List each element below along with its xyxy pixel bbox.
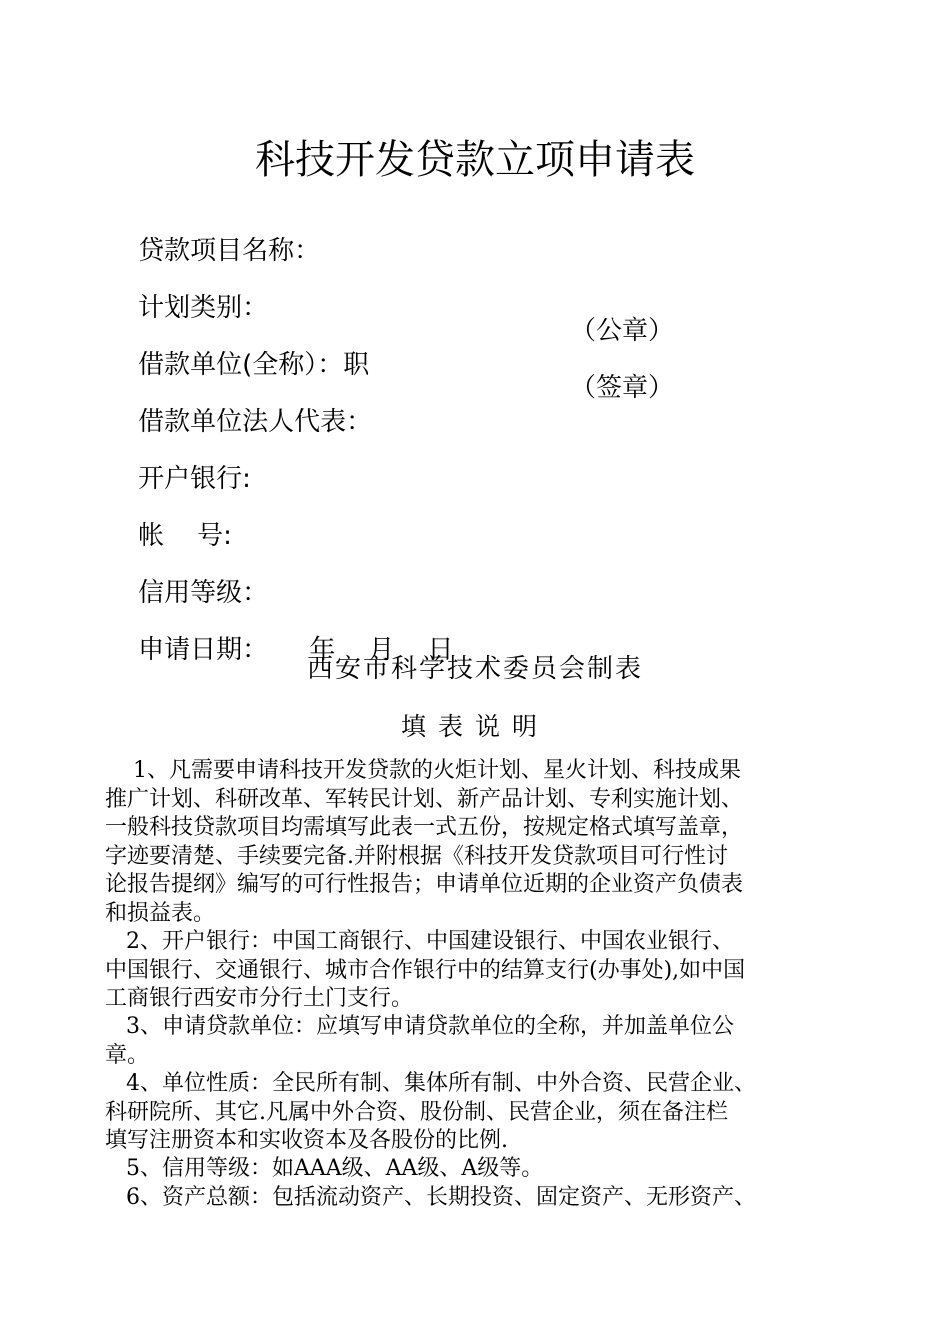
project-name-label: 贷款项目名称： [138,236,321,266]
instruction-item-6 [105,1184,850,1213]
plan-category-label: 计划类别： [138,293,269,323]
instruction-line: 3、申请贷款单位：应填写申请贷款单位的全称，并加盖单位公 [105,1014,734,1039]
instruction-line: 2、开户银行：中国工商银行、中国建设银行、中国农业银行、 [105,929,734,954]
instruction-line: 1、凡需要申请科技开发贷款的火炬计划、星火计划、科技成果 [105,758,741,783]
instruction-line: 科研院所、其它.凡属中外合资、股份制、民营企业，须在备注栏 [105,1099,728,1125]
form-title: 科技开发贷款立项申请表 [255,137,695,183]
borrower-label: 借款单位(全称）：职 [138,350,370,380]
instruction-item-3 [105,1013,850,1070]
apply-date-label: 申请日期： 年 月 日 [138,635,454,665]
instruction-line: 和损益表。 [105,900,216,926]
instructions-heading: 填表说明 [400,712,549,741]
issuer-line: 西安市科学技术委员会制表 [306,654,643,684]
instruction-line: 推广计划、科研改革、军转民计划、新产品计划、专利实施计划、 [105,786,744,812]
instruction-line: 5、信用等级：如AAA级、AA级、A级等。 [105,1156,544,1181]
bank-label: 开户银行: [138,464,251,494]
instruction-item-2 [105,928,850,1014]
borrower-seal-label: （公章） [570,316,675,346]
credit-rating-label: 信用等级： [138,578,269,608]
instruction-line: 4、单位性质：全民所有制、集体所有制、中外合资、民营企业、 [105,1071,756,1096]
instruction-line: 中国银行、交通银行、城市合作银行中的结算支行(办事处),如中国 [105,957,746,983]
instruction-line: 6、资产总额：包括流动资产、长期投资、固定资产、无形资产、 [105,1185,756,1210]
legal-rep-seal-label: （签章） [570,373,675,403]
instruction-line: 填写注册资本和实收资本及各股份的比例. [105,1128,508,1153]
instruction-line: 工商银行西安市分行土门支行。 [105,986,414,1011]
instruction-item-1 [105,757,850,928]
instruction-line: 字迹要清楚、手续要完备.并附根据《科技开发贷款项目可行性讨 [105,843,728,869]
legal-rep-label: 借款单位法人代表： [138,407,373,437]
instruction-line: 一般科技贷款项目均需填写此表一式五份，按规定格式填写盖章， [105,815,744,840]
instruction-item-5 [105,1155,850,1184]
instruction-line: 论报告提纲》编写的可行性报告；申请单位近期的企业资产负债表 [105,872,744,897]
instruction-item-4 [105,1070,850,1156]
instruction-line: 章。 [105,1042,150,1068]
account-label: 帐 号: [138,521,232,551]
